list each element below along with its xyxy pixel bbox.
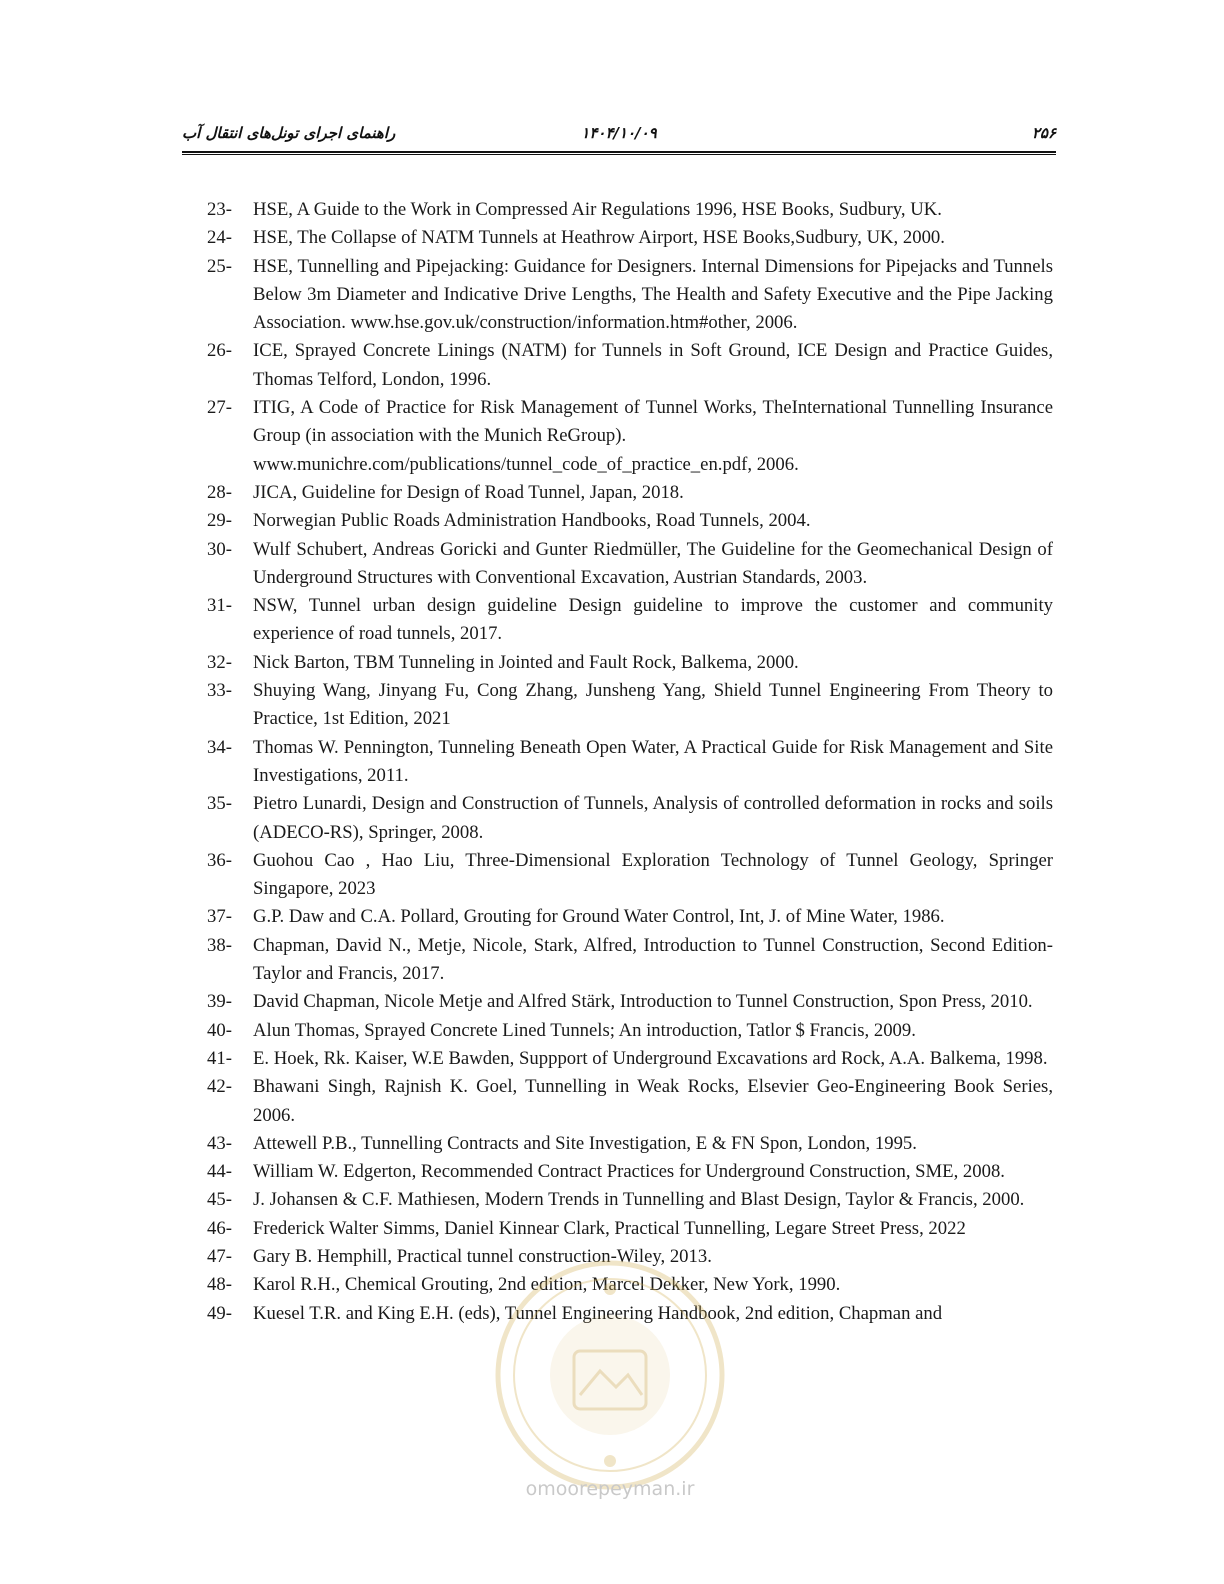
reference-text: Chapman, David N., Metje, Nicole, Stark, Alfred, Introduction to Tunnel Construction, Second Edition-Taylor and Francis, 2017. [253,934,1053,985]
reference-number: 31- [207,595,232,617]
reference-text: G.P. Daw and C.A. Pollard, Grouting for Ground Water Control, Int, J. of Mine Water, 1986. [253,906,945,928]
reference-item [207,592,1053,649]
reference-text: Norwegian Public Roads Administration Handbooks, Road Tunnels, 2004. [253,510,811,532]
reference-number: 40- [207,1019,232,1041]
reference-item [207,1186,1053,1214]
reference-text: David Chapman, Nicole Metje and Alfred Stärk, Introduction to Tunnel Construction, Spon Press, 2010. [253,991,1033,1013]
reference-text: Attewell P.B., Tunnelling Contracts and Site Investigation, E & FN Spon, London, 1995. [253,1132,917,1154]
reference-text: HSE, Tunnelling and Pipejacking: Guidance for Designers. Internal Dimensions for Pipejacks and Tunnels Below 3m Diameter and Indicative Drive Lengths, The Health and Safety Executive and the Pipe Jacking Association. www.hse.gov.uk/construction/information.htm#other, 2006. [253,255,1053,334]
reference-item [207,1243,1053,1271]
reference-item [207,479,1053,507]
reference-url: www.munichre.com/publications/tunnel_code_of_practice_en.pdf, 2006. [253,453,799,475]
reference-item [207,790,1053,847]
reference-number: 49- [207,1302,232,1324]
reference-text: J. Johansen & C.F. Mathiesen, Modern Trends in Tunnelling and Blast Design, Taylor & Francis, 2000. [253,1189,1025,1211]
reference-item [207,337,1053,394]
reference-item [207,649,1053,677]
reference-text: Thomas W. Pennington, Tunneling Beneath Open Water, A Practical Guide for Risk Management and Site Investigations, 2011. [253,736,1053,786]
reference-item [207,847,1053,904]
reference-text: ICE, Sprayed Concrete Linings (NATM) for Tunnels in Soft Ground, ICE Design and Practice Guides, Thomas Telford, London, 1996. [253,340,1053,390]
reference-item [207,1017,1053,1045]
reference-number: 44- [207,1161,232,1183]
reference-text: Karol R.H., Chemical Grouting, 2nd edition, Marcel Dekker, New York, 1990. [253,1274,841,1296]
reference-text: Frederick Walter Simms, Daniel Kinnear Clark, Practical Tunnelling, Legare Street Press, 2022 [253,1217,966,1239]
reference-number: 23- [207,199,232,220]
reference-item [207,903,1053,931]
reference-item [207,1045,1053,1073]
reference-number: 30- [207,538,232,560]
reference-text: Alun Thomas, Sprayed Concrete Lined Tunnels; An introduction, Tatlor $ Francis, 2009. [253,1019,916,1041]
reference-number: 37- [207,906,232,928]
reference-item [207,1130,1053,1158]
reference-item [207,536,1053,593]
reference-item [207,1073,1053,1130]
reference-item [207,932,1053,989]
reference-text: Shuying Wang, Jinyang Fu, Cong Zhang, Junsheng Yang, Shield Tunnel Engineering From Theory to Practice, 1st Edition, 2021 [253,680,1053,730]
header-date: ۱۴۰۴/۱۰/۰۹ [581,124,657,142]
watermark-site: omoorepeyman.ir [525,1478,695,1500]
reference-number: 32- [207,651,232,673]
reference-text: Nick Barton, TBM Tunneling in Jointed and Fault Rock, Balkema, 2000. [253,651,799,673]
reference-text: HSE, The Collapse of NATM Tunnels at Heathrow Airport, HSE Books,Sudbury, UK, 2000. [253,227,945,249]
reference-text: E. Hoek, Rk. Kaiser, W.E Bawden, Suppport of Underground Excavations ard Rock, A.A. Balkema, 1998. [253,1047,1048,1069]
reference-number: 34- [207,736,232,758]
reference-text: ITIG, A Code of Practice for Risk Management of Tunnel Works, TheInternational Tunnelling Insurance Group (in association with the Munich ReGroup). [253,397,1053,447]
reference-item [207,394,1053,479]
reference-text: HSE, A Guide to the Work in Compressed Air Regulations 1996, HSE Books, Sudbury, UK. [253,199,942,220]
reference-number: 46- [207,1217,232,1239]
reference-number: 28- [207,481,232,503]
reference-item [207,1300,1053,1328]
reference-number: 41- [207,1047,232,1069]
reference-text: Bhawani Singh, Rajnish K. Goel, Tunnelling in Weak Rocks, Elsevier Geo-Engineering Book Series, 2006. [253,1076,1053,1126]
reference-item [207,253,1053,338]
reference-item [207,734,1053,791]
reference-item [207,1158,1053,1186]
reference-text: Wulf Schubert, Andreas Goricki and Gunter Riedmüller, The Guideline for the Geomechanical Design of Underground Structures with Conventional Excavation, Austrian Standards, 2003. [253,538,1053,588]
reference-text: William W. Edgerton, Recommended Contract Practices for Underground Construction, SME, 2008. [253,1161,1005,1183]
reference-number: 35- [207,793,232,815]
reference-item [207,507,1053,535]
reference-number: 24- [207,227,232,249]
reference-text: NSW, Tunnel urban design guideline Design guideline to improve the customer and community experience of road tunnels, 2017. [253,595,1053,645]
book-title: راهنمای اجرای تونل‌های انتقال آب [182,124,396,142]
reference-text: Kuesel T.R. and King E.H. (eds), Tunnel Engineering Handbook, 2nd edition, Chapman and [253,1302,943,1324]
reference-number: 48- [207,1274,232,1296]
reference-number: 45- [207,1189,232,1211]
reference-number: 33- [207,680,232,702]
reference-text: JICA, Guideline for Design of Road Tunnel, Japan, 2018. [253,481,684,503]
reference-number: 42- [207,1076,232,1098]
reference-number: 25- [207,255,232,277]
reference-list [207,196,1053,1328]
reference-number: 27- [207,397,232,419]
reference-number: 26- [207,340,232,362]
reference-item [207,224,1053,252]
reference-text: Gary B. Hemphill, Practical tunnel construction-Wiley, 2013. [253,1245,712,1267]
page-header [182,118,1056,148]
reference-number: 36- [207,849,232,871]
reference-text: Guohou Cao , Hao Liu, Three-Dimensional Exploration Technology of Tunnel Geology, Springer Singapore, 2023 [253,849,1053,900]
reference-number: 47- [207,1245,232,1267]
reference-number: 29- [207,510,232,532]
page-number: ۲۵۶ [1031,124,1056,142]
reference-number: 38- [207,934,232,956]
reference-item [207,1215,1053,1243]
reference-item [207,988,1053,1016]
reference-number: 43- [207,1132,232,1154]
reference-number: 39- [207,991,232,1013]
reference-item [207,196,1053,224]
reference-text: Pietro Lunardi, Design and Construction of Tunnels, Analysis of controlled deformation in rocks and soils (ADECO-RS), Springer, 2008. [253,793,1053,843]
reference-item [207,1271,1053,1299]
header-rule [182,151,1056,155]
reference-item [207,677,1053,734]
